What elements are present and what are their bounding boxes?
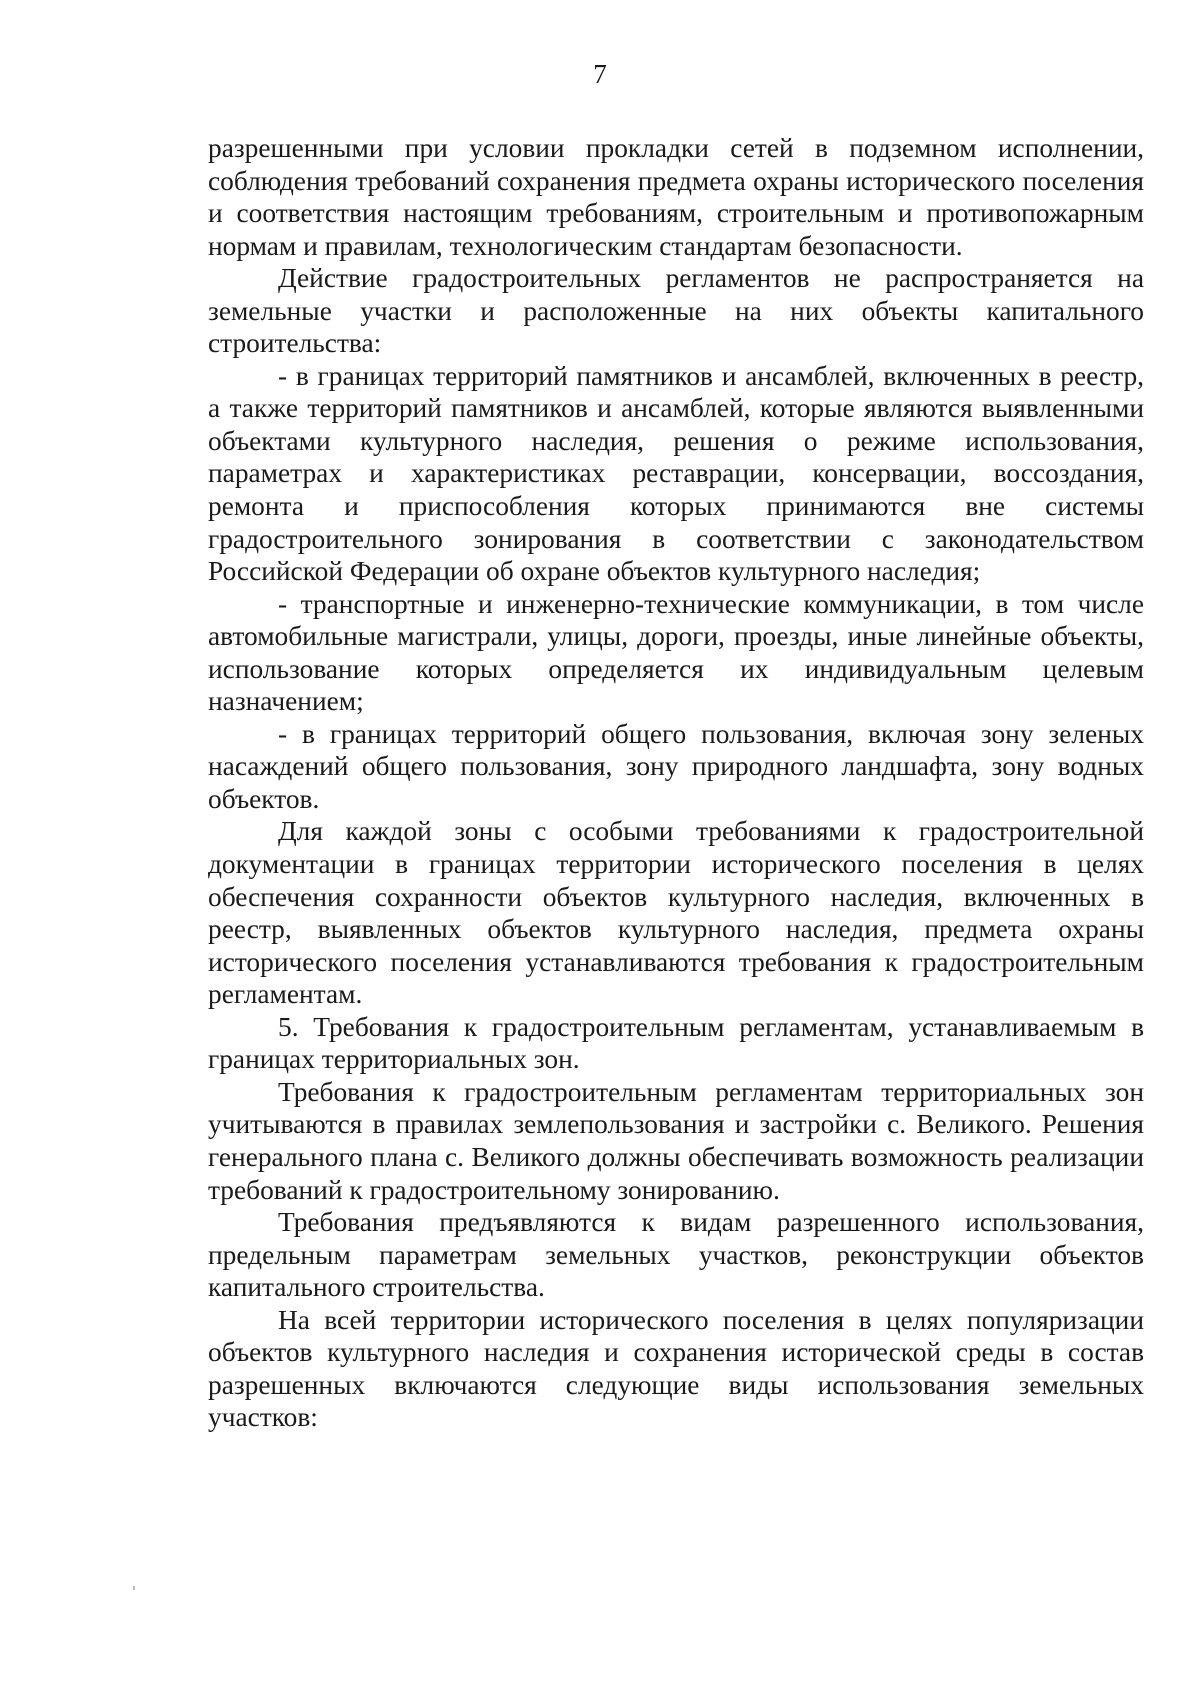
list-item-public-areas: - в границах территорий общего пользования, включая зону зеленых насаждений общего пользования, зону природного ландшафта, зону водных объектов. bbox=[208, 718, 1144, 814]
paragraph-regulations-scope: Действие градостроительных регламентов не распространяется на земельные участки и расположенные на них объекты капитального строительства: bbox=[208, 263, 1144, 359]
section-heading-5: 5. Требования к градостроительным регламентам, устанавливаемым в границах территориальных зон. bbox=[208, 1011, 1144, 1075]
scan-artifact bbox=[133, 1586, 135, 1590]
paragraph-special-zones: Для каждой зоны с особыми требованиями к градостроительной документации в границах территории исторического поселения в целях обеспечения сохранности объектов культурного наследия, включенных в реестр, выявленных объектов культурного наследия, предмета охраны исторического поселения устанавливаются требования к градостроительным регламентам. bbox=[208, 816, 1144, 1010]
paragraph-continuation: разрешенными при условии прокладки сетей в подземном исполнении, соблюдения требований сохранения предмета охраны исторического поселения и соответствия настоящим требованиям, строительным и противопожарным нормам и правилам, технологическим стандартам безопасности. bbox=[208, 133, 1144, 261]
list-item-communications: - транспортные и инженерно-технические коммуникации, в том числе автомобильные магистрали, улицы, дороги, проезды, иные линейные объекты, использование которых определяется их индивидуальным целевым назначением; bbox=[208, 588, 1144, 717]
paragraph-zoning-rules: Требования к градостроительным регламентам территориальных зон учитываются в правилах землепользования и застройки с. Великого. Решения генерального плана с. Великого должны обеспечивать возможность реализации требований к градостроительному зонированию. bbox=[208, 1076, 1144, 1205]
document-body bbox=[208, 132, 1144, 1434]
list-item-monuments: - в границах территорий памятников и ансамблей, включенных в реестр, а также территорий памятников и ансамблей, которые являются выявленными объектами культурного наследия, решения о режиме использования, параметрах и характеристиках реставрации, консервации, воссоздания, ремонта и приспособления которых принимаются вне системы градостроительного зонирования в соответствии с законодательством Российской Федерации об охране объектов культурного наследия; bbox=[208, 360, 1144, 587]
paragraph-requirements: Требования предъявляются к видам разрешенного использования, предельным параметрам земельных участков, реконструкции объектов капитального строительства. bbox=[208, 1207, 1144, 1303]
paragraph-permitted-uses: На всей территории исторического поселения в целях популяризации объектов культурного наследия и сохранения исторической среды в состав разрешенных включаются следующие виды использования земельных участков: bbox=[208, 1304, 1144, 1433]
page-number: 7 bbox=[593, 59, 607, 89]
